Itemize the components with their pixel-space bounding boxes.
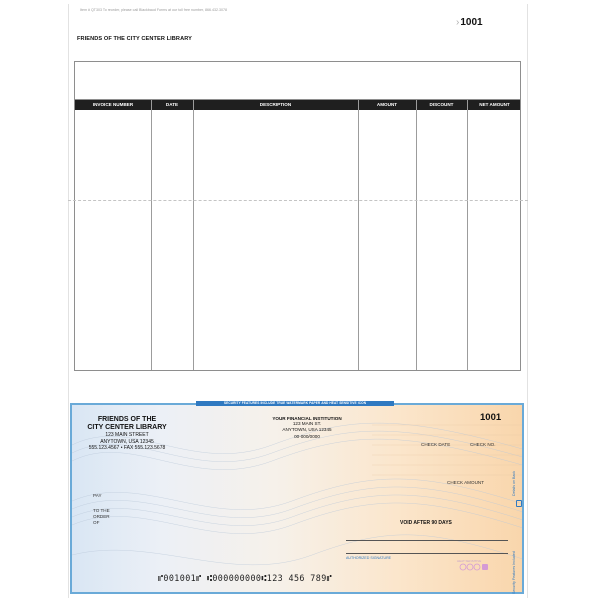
column-divider: [151, 100, 152, 370]
order-line: TO THE: [93, 508, 110, 513]
column-divider: [358, 100, 359, 370]
authorized-signature-label: AUTHORIZED SIGNATURE: [346, 556, 392, 560]
void-notice: VOID AFTER 90 DAYS: [400, 520, 452, 526]
address-line: 555.123.4567 • FAX 555.123.5678: [88, 445, 166, 452]
check-organization-name: [82, 416, 172, 432]
column-divider: [416, 100, 417, 370]
bank-info: [262, 416, 352, 440]
col-description: DESCRIPTION: [259, 102, 292, 107]
address-line: ANYTOWN, USA 12345: [100, 438, 154, 445]
bank-name: YOUR FINANCIAL INSTITUTION: [272, 416, 342, 421]
heat-icon-label: HEAT SENSITIVE: [457, 559, 482, 563]
stub-check-number-value: 1001: [460, 17, 483, 28]
bank-address-line: 123 MAIN ST.: [292, 421, 322, 427]
check-organization-address: [82, 432, 172, 452]
check-date-label: CHECK DATE: [421, 442, 451, 447]
heat-sensitive-lock-icon: [455, 558, 495, 572]
signature-line: [346, 553, 508, 554]
bracket-mark-icon: ›: [456, 17, 460, 28]
to-the-order-label: [93, 508, 110, 526]
micr-line: ⑈001001⑈ ⑆000000000⑆123 456 789⑈: [158, 573, 333, 583]
security-features-text: Security Features Included: [512, 551, 516, 594]
col-amount: AMOUNT: [376, 102, 398, 107]
org-name-line: CITY CENTER LIBRARY: [87, 424, 167, 431]
check-amount-label: CHECK AMOUNT: [447, 480, 485, 485]
invoice-table-header: [75, 100, 520, 110]
order-line: ORDER: [93, 514, 110, 519]
address-window: [74, 61, 521, 100]
security-strip: SECURITY FEATURES INCLUDE TRUE WATERMARK PAPER AND HEAT SENSITIVE ICON: [196, 401, 394, 406]
check-number: 1001: [480, 412, 502, 423]
routing-fraction: 00-000/0000: [294, 434, 320, 440]
stub-organization-name: FRIENDS OF THE CITY CENTER LIBRARY: [77, 36, 192, 42]
invoice-table: [74, 99, 521, 371]
check-no-label: CHECK NO.: [470, 442, 496, 447]
col-net-amount: NET AMOUNT: [479, 102, 510, 107]
perforation-line: [68, 200, 528, 201]
stub-check-number: [456, 17, 483, 28]
pay-label: PAY: [93, 493, 102, 498]
lock-icon: [516, 500, 522, 507]
signature-line: [346, 540, 508, 541]
details-on-back-text: Details on Back: [512, 471, 516, 496]
column-divider: [193, 100, 194, 370]
column-divider: [467, 100, 468, 370]
col-invoice-number: INVOICE NUMBER: [92, 102, 134, 107]
reorder-note: Item # QT303 To reorder, please call Blackbaud Forms at our toll free number, 866.432.3078: [80, 8, 227, 12]
order-line: OF: [93, 520, 100, 525]
col-discount: DISCOUNT: [429, 102, 454, 107]
org-name-line: FRIENDS OF THE: [97, 416, 157, 423]
bank-address-line: ANYTOWN, USA 12345: [282, 426, 332, 432]
address-line: 123 MAIN STREET: [105, 432, 149, 438]
col-date: DATE: [165, 102, 179, 107]
